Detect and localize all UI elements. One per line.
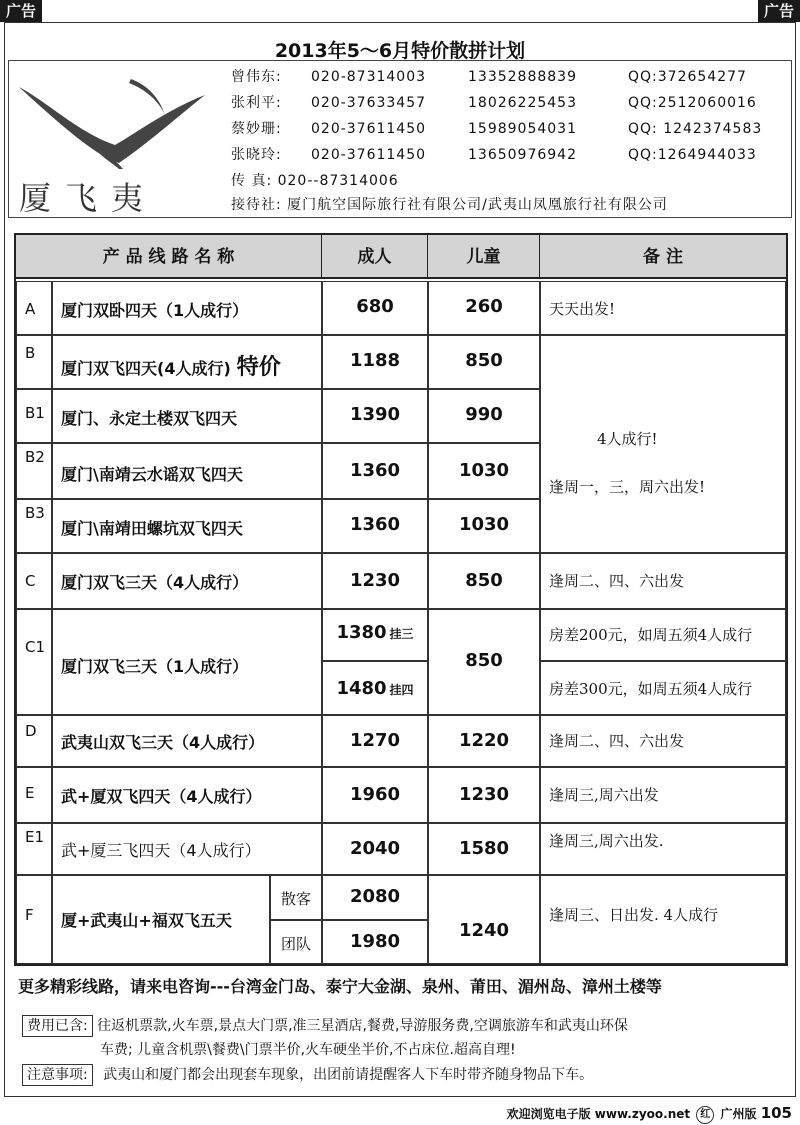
page-footer: [0, 1104, 792, 1124]
route-note: 逢周三,周六出发.: [540, 823, 786, 875]
notice: [22, 1063, 593, 1087]
route-name: 武+厦双飞四天（4人成行）: [52, 767, 322, 823]
adult-price: 2080: [322, 875, 428, 920]
contact-phone: 020-37633457: [311, 95, 427, 111]
fee-label: 费用已含:: [22, 1015, 93, 1037]
child-price: 1580: [428, 823, 540, 875]
group-type-individual: 散客: [270, 875, 322, 920]
contact-phone: 020-37611450: [311, 121, 427, 137]
route-note-line: 逢周一，三，周六出发!: [549, 478, 706, 496]
row-code: B: [16, 335, 52, 389]
contact-mobile: 18026225453: [468, 95, 577, 111]
route-note: 逢周二、四、六出发: [540, 715, 786, 767]
route-note-line: 4人成行!: [597, 430, 658, 448]
contact-row: [231, 65, 788, 89]
special-price-tag: 特价: [236, 355, 281, 380]
route-name: [52, 335, 322, 389]
route-name: 武+厦三飞四天（4人成行）: [52, 823, 322, 875]
page-title: 2013年5～6月特价散拼计划: [274, 40, 526, 62]
contact-row: [231, 143, 788, 167]
fee-text-line2: 车费; 儿童含机票\餐费\门票半价,火车硬坐半价,不占床位.超高自理!: [100, 1042, 516, 1058]
row-code: B2: [16, 443, 52, 499]
agency-line: 接待社: 厦门航空国际旅行社有限公司/武夷山凤凰旅行社有限公司: [231, 197, 668, 213]
page-number: 105: [760, 1104, 792, 1122]
contact-row: [231, 91, 788, 115]
child-price: 850: [428, 335, 540, 389]
adult-price: 2040: [322, 823, 428, 875]
company-logo: [19, 73, 207, 217]
row-code: E: [16, 767, 52, 823]
route-note: 逢周二、四、六出发: [540, 553, 786, 609]
bird-logo-icon: [19, 73, 207, 173]
notice-text: 武夷山和厦门都会出现套车现象，出团前请提醒客人下车时带齐随身物品下车。: [103, 1067, 594, 1083]
route-name: 厦门双飞三天（1人成行）: [52, 609, 322, 715]
contact-panel: [8, 60, 792, 218]
contact-phone: 020-37611450: [311, 147, 427, 163]
route-name: 厦门\南靖田螺坑双飞四天: [52, 499, 322, 553]
contact-name: 张利平:: [231, 95, 282, 111]
route-name: 厦门双卧四天（1人成行）: [52, 281, 322, 335]
table-header: [16, 235, 786, 279]
child-price: 1230: [428, 767, 540, 823]
contact-name: 蔡妙珊:: [231, 121, 282, 137]
row-code: B3: [16, 499, 52, 553]
price-table: [14, 233, 788, 966]
child-price: 990: [428, 389, 540, 443]
fee-included: [22, 1014, 628, 1038]
contact-name: 曾伟东:: [231, 69, 282, 85]
adult-price: 1360: [322, 499, 428, 553]
contact-mobile: 13352888839: [468, 69, 577, 85]
contact-row: [231, 117, 788, 141]
row-code: E1: [16, 823, 52, 875]
route-note: 逢周三、日出发. 4人成行: [540, 875, 786, 964]
route-name: 厦门\南靖云水谣双飞四天: [52, 443, 322, 499]
child-price: 260: [428, 281, 540, 335]
route-name: 厦门双飞三天（4人成行）: [52, 553, 322, 609]
fee-text-line1: 往返机票款,火车票,景点大门票,准三星酒店,餐费,导游服务费,空调旅游车和武夷山环保: [97, 1018, 628, 1034]
route-name: 厦门、永定土楼双飞四天: [52, 389, 322, 443]
contact-qq: QQ:372654277: [628, 69, 747, 85]
adult-price: 1360: [322, 443, 428, 499]
child-price: 1240: [428, 875, 540, 964]
adult-price: 680: [322, 281, 428, 335]
route-note: 房差200元，如周五须4人成行: [540, 609, 786, 661]
child-price: 1030: [428, 499, 540, 553]
child-price: 1220: [428, 715, 540, 767]
logo-text: 厦飞夷: [19, 179, 158, 217]
adult-price: 1980: [322, 920, 428, 964]
contact-qq: QQ:1264944033: [628, 147, 757, 163]
route-name: 厦+武夷山+福双飞五天: [52, 875, 270, 964]
contact-mobile: 15989054031: [468, 121, 577, 137]
footer-site: 欢迎浏览电子版 www.zyoo.net: [506, 1107, 691, 1121]
route-name-text: 厦门双飞四天(4人成行): [61, 359, 231, 378]
route-note: 逢周三,周六出发: [540, 767, 786, 823]
fax-line: 传 真: 020--87314006: [231, 173, 399, 189]
adult-price-tag: 挂三: [389, 627, 414, 641]
contact-mobile: 13650976942: [468, 147, 577, 163]
row-code: D: [16, 715, 52, 767]
adult-price: 1390: [322, 389, 428, 443]
more-routes: 更多精彩线路，请来电咨询---台湾金门岛、泰宁大金湖、泉州、莆田、湄州岛、漳州土楼等: [18, 977, 662, 996]
adult-price: 1960: [322, 767, 428, 823]
row-code: C: [16, 553, 52, 609]
header-child: 儿童: [428, 235, 540, 279]
contact-qq: QQ: 1242374583: [628, 121, 763, 137]
adult-price: [322, 661, 428, 715]
notice-label: 注意事项:: [22, 1064, 93, 1086]
row-code: F: [16, 875, 52, 964]
adult-price-tag: 挂四: [389, 683, 414, 697]
footer-edition: 广州版: [720, 1107, 757, 1121]
adult-price-value: 1480: [336, 678, 387, 699]
header-route: 产 品 线 路 名 称: [16, 235, 322, 279]
row-code: A: [16, 281, 52, 335]
adult-price: 1270: [322, 715, 428, 767]
contact-qq: QQ:2512060016: [628, 95, 757, 111]
adult-price-value: 1380: [336, 622, 387, 643]
ad-label-right: 广告: [758, 0, 800, 22]
contact-phone: 020-87314003: [311, 69, 427, 85]
child-price: 1030: [428, 443, 540, 499]
contact-name: 张晓玲:: [231, 147, 282, 163]
adult-price: 1230: [322, 553, 428, 609]
route-name: 武夷山双飞三天（4人成行）: [52, 715, 322, 767]
route-note-merged: [540, 335, 786, 553]
child-price: 850: [428, 553, 540, 609]
row-code: C1: [16, 609, 52, 715]
ad-label-left: 广告: [0, 0, 42, 22]
adult-price: [322, 609, 428, 661]
group-type-team: 团队: [270, 920, 322, 964]
route-note: 房差300元，如周五须4人成行: [540, 661, 786, 715]
row-code: B1: [16, 389, 52, 443]
brand-mark-icon: 红: [696, 1106, 714, 1124]
child-price: 850: [428, 609, 540, 715]
header-note: 备 注: [643, 247, 683, 267]
adult-price: 1188: [322, 335, 428, 389]
route-note: 天天出发!: [540, 281, 786, 335]
header-adult: 成人: [322, 235, 428, 279]
